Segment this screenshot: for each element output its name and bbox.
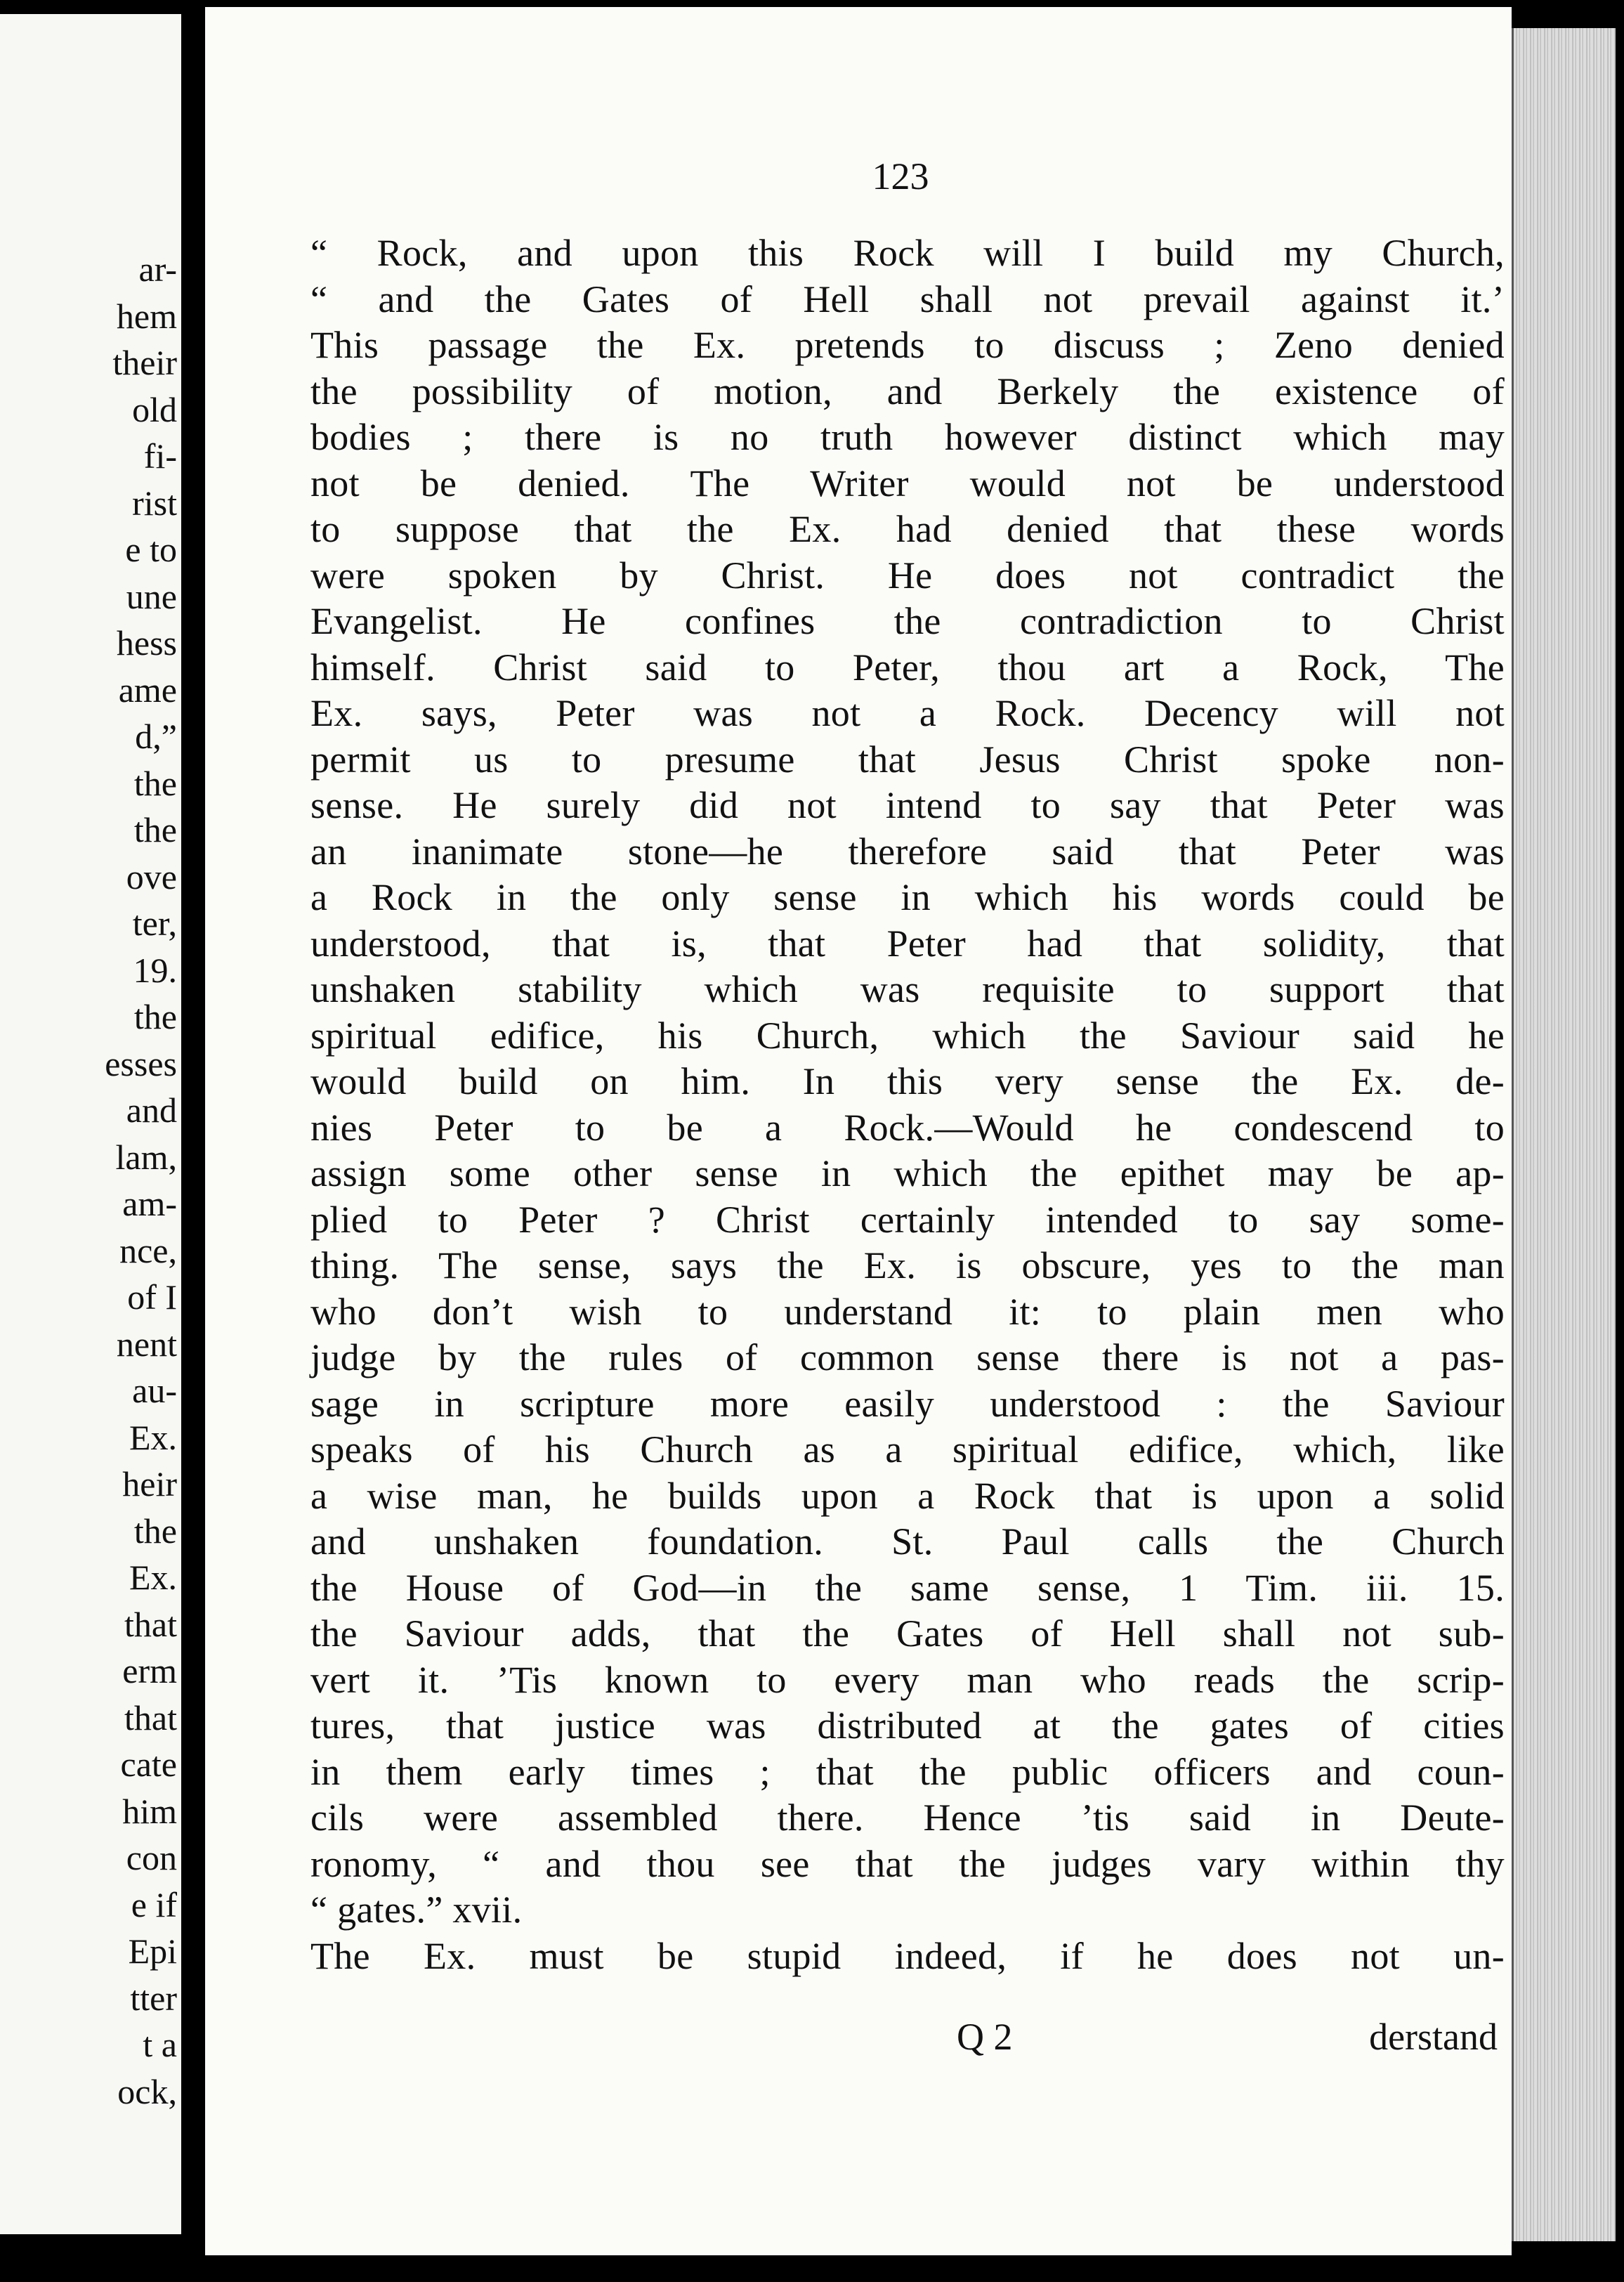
text-line: permit us to presume that Jesus Christ spoke non-	[310, 738, 1505, 781]
text-line: thing. The sense, says the Ex. is obscure, yes to the man	[310, 1244, 1505, 1286]
text-line: sage in scripture more easily understood : the Saviour	[310, 1382, 1505, 1425]
left-page-line-fragment: au-	[132, 1371, 177, 1410]
left-page-line-fragment: nce,	[119, 1230, 177, 1270]
text-line: himself. Christ said to Peter, thou art a Rock, The	[310, 646, 1505, 689]
left-page-line-fragment: ter,	[132, 904, 177, 943]
text-line: nies Peter to be a Rock.—Would he condescend to	[310, 1106, 1505, 1149]
text-line: an inanimate stone—he therefore said that Peter was	[310, 830, 1505, 873]
left-page-line-fragment: the	[133, 810, 177, 849]
text-line: the House of God—in the same sense, 1 Tim. iii. 15.	[310, 1566, 1505, 1609]
text-line: to suppose that the Ex. had denied that these words	[310, 508, 1505, 550]
left-page-line-fragment: rist	[132, 483, 177, 523]
text-line: plied to Peter ? Christ certainly intended to say some-	[310, 1198, 1505, 1241]
text-line: bodies ; there is no truth however distinct which may	[310, 416, 1505, 458]
left-page-line-fragment: Epi	[128, 1931, 177, 1971]
text-line: speaks of his Church as a spiritual edifice, which, like	[310, 1428, 1505, 1471]
left-page-line-fragment: Ex.	[129, 1558, 177, 1597]
left-page-line-fragment: ame	[118, 670, 177, 710]
left-page-line-fragment: esses	[105, 1043, 177, 1083]
text-line: “ Rock, and upon this Rock will I build my Church,	[310, 232, 1505, 274]
text-line: the possibility of motion, and Berkely the existence of	[310, 370, 1505, 412]
left-page-line-fragment: con	[126, 1838, 177, 1877]
left-page-line-fragment: hess	[116, 623, 177, 663]
signature-mark: Q 2	[957, 2016, 1013, 2058]
left-page-line-fragment: une	[126, 576, 177, 616]
text-line: were spoken by Christ. He does not contradict the	[310, 554, 1505, 596]
left-page-line-fragment: fi-	[143, 436, 177, 476]
text-line: The Ex. must be stupid indeed, if he does not un-	[310, 1934, 1505, 1977]
text-line: and unshaken foundation. St. Paul calls the Church	[310, 1520, 1505, 1563]
left-page-line-fragment: of I	[127, 1277, 177, 1317]
catchword: derstand	[1369, 2016, 1498, 2058]
left-page-line-fragment: t a	[143, 2025, 177, 2064]
text-line: sense. He surely did not intend to say that Peter was	[310, 784, 1505, 826]
text-line: “ gates.” xvii.	[310, 1889, 523, 1931]
text-line: spiritual edifice, his Church, which the Saviour said he	[310, 1014, 1505, 1057]
left-page-line-fragment: nent	[116, 1324, 177, 1364]
left-facing-page	[0, 14, 183, 2234]
text-line: tures, that justice was distributed at the gates of cities	[310, 1704, 1505, 1747]
text-line: This passage the Ex. pretends to discuss ; Zeno denied	[310, 324, 1505, 366]
left-page-line-fragment: ove	[126, 856, 177, 896]
page-number: 123	[872, 155, 929, 197]
book-gutter	[181, 0, 205, 2282]
body-text	[310, 230, 1505, 1979]
left-page-line-fragment: the	[133, 763, 177, 803]
page-edges-stack	[1512, 28, 1616, 2241]
text-line: judge by the rules of common sense there is not a pas-	[310, 1336, 1505, 1378]
page-footer	[310, 2015, 1498, 2064]
text-line: Evangelist. He confines the contradiction to Christ	[310, 600, 1505, 642]
left-page-line-fragment: him	[122, 1791, 177, 1831]
text-line: who don’t wish to understand it: to plain men who	[310, 1290, 1505, 1333]
text-line: would build on him. In this very sense the Ex. de-	[310, 1060, 1505, 1102]
left-page-line-fragment: lam,	[115, 1137, 177, 1177]
left-page-line-fragment: ar-	[138, 249, 177, 289]
left-page-line-fragment: Ex.	[129, 1417, 177, 1457]
left-page-line-fragment: erm	[122, 1651, 177, 1690]
text-line: ronomy, “ and thou see that the judges vary within thy	[310, 1842, 1505, 1885]
left-page-line-fragment: the	[133, 1511, 177, 1551]
text-line: understood, that is, that Peter had that solidity, that	[310, 922, 1505, 965]
text-line: cils were assembled there. Hence ’tis said in Deute-	[310, 1797, 1505, 1839]
left-page-line-fragment: 19.	[133, 950, 177, 990]
left-page-line-fragment: heir	[122, 1464, 177, 1504]
text-line: “ and the Gates of Hell shall not prevail against it.’	[310, 278, 1505, 320]
left-page-line-fragment: am-	[122, 1184, 177, 1223]
left-page-line-fragment: the	[133, 997, 177, 1036]
left-page-line-fragment: their	[112, 343, 177, 382]
left-page-line-fragment: e if	[131, 1884, 177, 1924]
text-line: vert it. ’Tis known to every man who reads the scrip-	[310, 1658, 1505, 1701]
text-line: the Saviour adds, that the Gates of Hell shall not sub-	[310, 1612, 1505, 1655]
left-page-line-fragment: ock,	[117, 2071, 177, 2111]
book-page	[205, 7, 1512, 2255]
left-page-line-fragment: that	[124, 1697, 177, 1737]
left-page-line-fragment: tter	[130, 1978, 177, 2018]
text-line: not be denied. The Writer would not be understood	[310, 462, 1505, 504]
left-page-line-fragment: old	[132, 389, 177, 429]
text-line: unshaken stability which was requisite to support that	[310, 968, 1505, 1010]
left-page-line-fragment: hem	[116, 296, 177, 336]
left-page-line-fragment: that	[124, 1604, 177, 1644]
text-line: in them early times ; that the public officers and coun-	[310, 1750, 1505, 1793]
left-page-line-fragment: and	[126, 1090, 177, 1130]
text-line: assign some other sense in which the epithet may be ap-	[310, 1152, 1505, 1194]
text-line: a Rock in the only sense in which his words could be	[310, 876, 1505, 918]
left-page-line-fragment: e to	[125, 530, 177, 569]
left-page-text-fragments	[8, 246, 177, 2115]
text-line: Ex. says, Peter was not a Rock. Decency will not	[310, 692, 1505, 734]
text-line: a wise man, he builds upon a Rock that is upon a solid	[310, 1474, 1505, 1517]
left-page-line-fragment: d,”	[135, 717, 177, 756]
left-page-line-fragment: cate	[120, 1745, 177, 1784]
